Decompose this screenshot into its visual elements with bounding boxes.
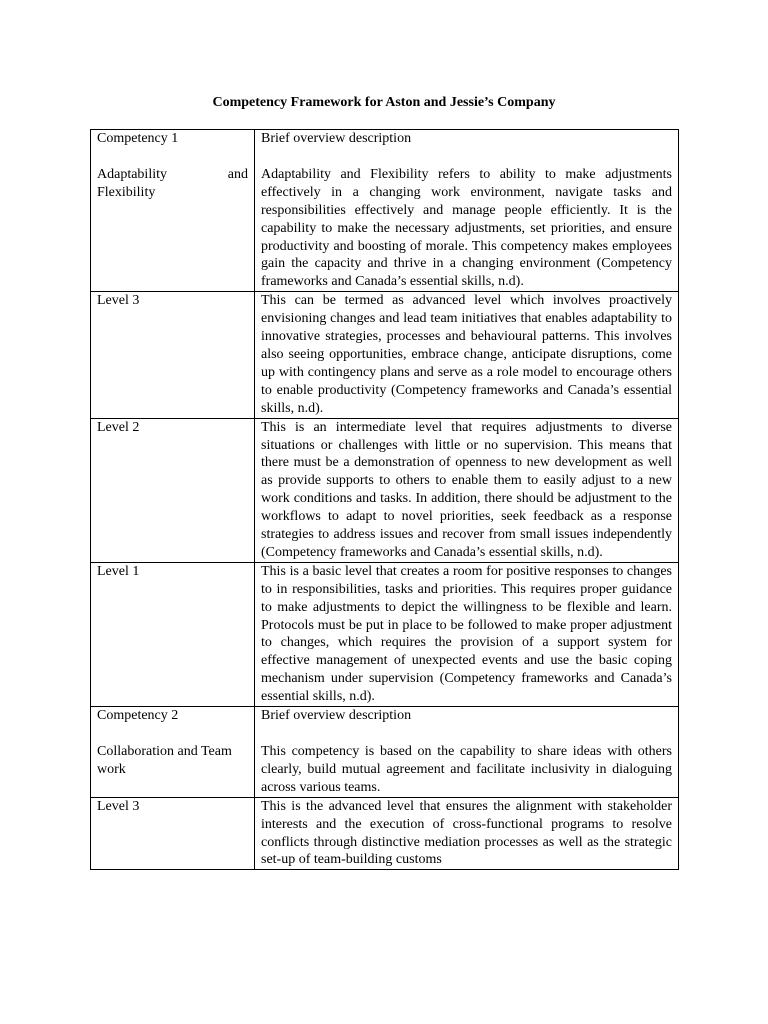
description-heading: Brief overview description (261, 708, 412, 724)
description-cell (255, 130, 679, 292)
level-label: Level 2 (97, 419, 140, 435)
level-label: Level 1 (97, 563, 140, 579)
table-row (91, 292, 679, 418)
competency-name-cell (91, 707, 255, 798)
table-row (91, 797, 679, 869)
competency-name: Collaboration and Team work (97, 744, 232, 777)
level-cell (91, 562, 255, 706)
level-description-cell (255, 292, 679, 418)
table-row (91, 418, 679, 562)
level-cell (91, 292, 255, 418)
description-heading: Brief overview description (261, 131, 412, 146)
competency-name: Adaptability and Flexibility (97, 166, 248, 200)
competency-name-cell (91, 130, 255, 292)
description-text: Adaptability and Flexibility refers to ability to make adjustments effectively in a changing work environment, navigate tasks and responsibilities effectively and manage people efficiently. It is the capability to make the necessary adjustments, set priorities, and ensure productivity and boosting of morale. This competency makes employees gain the capacity and thrive in a changing environment (Competency frameworks and Canada’s essential skills, n.d). (261, 166, 672, 290)
level-label: Level 3 (97, 293, 140, 309)
level-cell (91, 418, 255, 562)
level-description-cell (255, 418, 679, 562)
level-cell (91, 797, 255, 869)
level-description: This is the advanced level that ensures the alignment with stakeholder interests and the execution of cross-functional programs to resolve conflicts through distinctive mediation processes as well as the strategic set-up of team-building customs (261, 798, 672, 868)
level-description-cell (255, 562, 679, 706)
level-description: This is a basic level that creates a room for positive responses to changes to in responsibilities, tasks and priorities. This requires proper guidance to make adjustments to depict the willingness to be flexible and learn. Protocols must be put in place to be followed to make proper adjustment to changes, which requires the provision of a support system for effective management of unexpected events and use the basic coping mechanism under supervision (Competency frameworks and Canada’s essential skills, n.d). (261, 563, 672, 705)
level-label: Level 3 (97, 798, 140, 814)
level-description: This is an intermediate level that requires adjustments to diverse situations or challenges with little or no supervision. This means that there must be a demonstration of openness to new development as well as provide supports to others to enable them to easily adjust to a new work conditions and tasks. In addition, there should be adjustment to the workflows to adapt to novel priorities, seek feedback as a response strategies to address issues and recover from small issues independently (Competency frameworks and Canada’s essential skills, n.d). (261, 419, 672, 560)
description-cell (255, 707, 679, 798)
table-row (91, 130, 679, 292)
description-text: This competency is based on the capability to share ideas with others clearly, build mutual agreement and facilitate inclusivity in dialoguing across various teams. (261, 744, 672, 795)
document-title: Competency Framework for Aston and Jessie’s Company (212, 95, 556, 110)
level-description: This can be termed as advanced level which involves proactively envisioning changes and lead team initiatives that enables adaptability to innovative strategies, processes and behavioural patterns. This involves also seeing opportunities, embrace change, anticipate disruptions, come up with contingency plans and serve as a role model to encourage others to enable productivity (Competency frameworks and Canada’s essential skills, n.d). (261, 293, 672, 416)
table-row (91, 562, 679, 706)
level-description-cell (255, 797, 679, 869)
competency-table (90, 129, 679, 870)
table-row (91, 707, 679, 798)
competency-number: Competency 1 (97, 131, 179, 146)
competency-number: Competency 2 (97, 708, 179, 724)
